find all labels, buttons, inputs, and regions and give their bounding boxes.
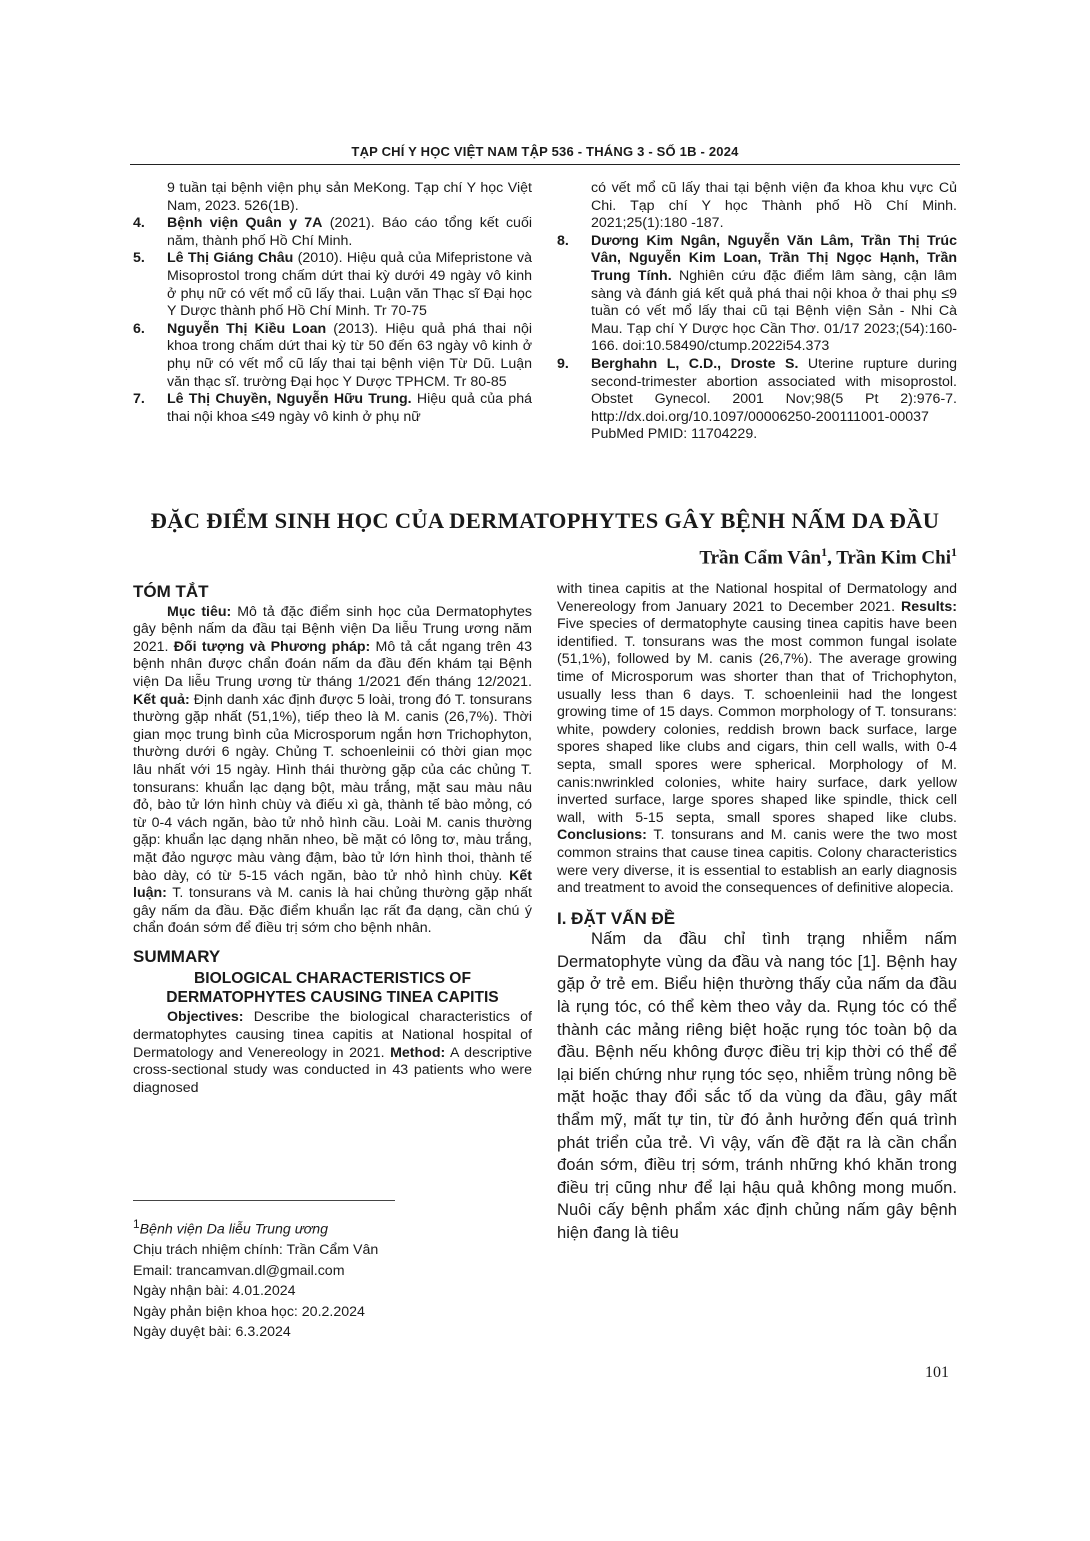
references-right — [557, 180, 957, 444]
summary-heading: SUMMARY — [133, 946, 221, 966]
tomtat-paragraph — [133, 604, 532, 938]
reference-text: (2021). Báo cáo tổng kết cuối năm, thành phố Hồ Chí Minh. — [167, 215, 532, 249]
summary-results-text: Five species of dermatophyte causing tinea capitis have been identified. T. tonsurans was the most common fungal isolate (51,1%), followed by M. canis (26,7%). The average growing time of Microsporum was shorter than that of Trichophyton, usually less than 6 days. T. schoenleinii had the longest growing time of 15 days. Common morphology of T. tonsurans: white, powdery colonies, reddish brown back surface, large spores shaped like clubs and cigars, thin cell walls, with 0-4 septa, small spores were spherical. Morphology of M. canis:nwrinkled colonies, white hairy surface, dark yellow inverted surface, large spores shaped like spindle, thick cell wall, with 5-15 septa, small spores shaped like clubs. — [557, 616, 957, 826]
summary-paragraph-start — [133, 1009, 532, 1097]
introduction-heading: I. ĐẶT VẤN ĐỀ — [557, 908, 676, 928]
journal-header: TẠP CHÍ Y HỌC VIỆT NAM TẬP 536 - THÁNG 3 - SỐ 1B - 2024 — [351, 144, 739, 159]
reference-authors: Nguyễn Thị Kiều Loan — [167, 320, 327, 337]
footnote-affiliation — [133, 1214, 513, 1240]
tomtat-method-text: Mô tả cắt ngang trên 43 bệnh nhân được chẩn đoán nấm da đầu đến khám tại Bệnh viện Da liễu Trung ương từ tháng 1/2021 đến tháng 12/2021. — [133, 638, 532, 690]
reference-text: Nghiên cứu đặc điểm lâm sàng, cận lâm sàng và đánh giá kết quả phá thai nội khoa ở thai phụ ≤9 tuần có vết mổ lấy thai cũ tại Bệnh viện Sản - Nhi Cà Mau. Tạp chí Y Dược học Cần Thơ. 01/17 2023;(54):160-166. doi:10.58490/ctump.2022i54.373 — [591, 267, 957, 355]
summary-method-text-continued: with tinea capitis at the National hospital of Dermatology and Venereology from January 2021 to December 2021. — [557, 581, 957, 615]
reference-continued — [133, 180, 532, 215]
reference-9 — [557, 356, 957, 444]
page-number: 101 — [925, 1364, 949, 1381]
reference-text: Hiệu quả của phá thai nội khoa ≤49 ngày vô kinh ở phụ nữ — [167, 391, 532, 425]
affiliation-text: Bệnh viện Da liễu Trung ương — [139, 1221, 329, 1238]
reference-authors: Lê Thị Giáng Châu — [167, 250, 294, 267]
summary-paragraph-continued — [557, 581, 957, 898]
summary-conclusions-label: Conclusions: — [557, 827, 647, 844]
article-authors — [699, 545, 957, 569]
tomtat-results-label: Kết quả: — [133, 691, 190, 708]
author-affiliation-mark: 1 — [951, 545, 957, 559]
tomtat-heading: TÓM TẮT — [133, 582, 209, 601]
summary-conclusions-text: T. tonsurans and M. canis were the two most common strains that cause tinea capitis. Colony characteristics were very diverse, it is essential to establish an early diagnosis and treatment to avoid the consequences of definitive alopecia. — [557, 827, 957, 897]
footnote-received: Ngày nhận bài: 4.01.2024 — [133, 1283, 296, 1300]
introduction-paragraph: Nấm da đầu chỉ tình trạng nhiễm nấm Dermatophyte vùng da đầu và nang tóc [1]. Bệnh hay gặp ở trẻ em. Biểu hiện thường thấy của nấm da đầu là rụng tóc, có thể kèm theo vảy da. Rụng tóc có thể thành các mảng riêng biệt hoặc rụng tóc toàn bộ da đầu. Bệnh nếu không được điều trị kịp thời có thể để lại biến chứng như rụng tóc sẹo, nhiễm trùng nông bề mặt hoặc thay đổi sắc tố da vùng da đầu, gây mất thẩm mỹ, mất tự tin, từ đó ảnh hưởng đến quá trình phát triển của trẻ. Vì vậy, vấn đề đặt ra là cần chẩn đoán sớm, điều trị sớm, tránh những khó khăn trong điều trị cũng như để lại hậu quả không mong muốn. Nuôi cấy bệnh phẩm xác định chủng nấm gây bệnh hiện đang là tiêu — [557, 929, 957, 1242]
reference-number: 5. — [133, 250, 145, 267]
summary-objectives-label: Objectives: — [167, 1009, 244, 1026]
reference-7 — [133, 391, 532, 426]
reference-text: 9 tuần tại bệnh viện phụ sản MeKong. Tạp chí Y học Việt Nam, 2023. 526(1B). — [167, 180, 532, 214]
footnote-rule — [133, 1200, 395, 1201]
reference-text: (2013). Hiệu quả phá thai nội khoa trong chấm dứt thai kỳ từ 50 đến 63 ngày vô kinh ở phụ nữ có vết mổ cũ lấy thai tại bệnh viện Từ Dũ. Luận văn thạc sĩ. trường Đại học Y Dược TPHCM. Tr 80-85 — [167, 320, 532, 390]
author-name: Trần Cẩm Vân — [699, 547, 822, 569]
footnote-email: Email: trancamvan.dl@gmail.com — [133, 1262, 345, 1279]
reference-8 — [557, 233, 957, 356]
summary-method-label: Method: — [390, 1044, 446, 1061]
footnote-responsible: Chịu trách nhiệm chính: Trần Cẩm Vân — [133, 1242, 379, 1259]
summary-title: BIOLOGICAL CHARACTERISTICS OF DERMATOPHYTES CAUSING TINEA CAPITIS — [166, 970, 499, 1007]
tomtat-conclusion-text: T. tonsurans và M. canis là hai chủng thường gặp nhất gây nấm da đầu. Đặc điểm khuẩn lạc rất đa dạng, cần chú ý chẩn đoán sớm để điều trị sớm cho bệnh nhân. — [133, 885, 532, 937]
affiliation-mark: 1 — [133, 1217, 140, 1231]
tomtat-objective-text: Mô tả đặc điểm sinh học của Dermatophytes gây bệnh nấm da đầu tại Bệnh viện Da liễu Trung ương năm 2021. — [133, 603, 533, 655]
tomtat-conclusion-label: Kết luận: — [133, 867, 532, 902]
summary-objectives-text: Describe the biological characteristics of dermatophytes causing tinea capitis at National hospital of Dermatology and Venereology in 2021. — [133, 1009, 532, 1061]
reference-6 — [133, 321, 532, 391]
reference-authors: Berghahn L, C.D., Droste S. — [591, 355, 799, 372]
reference-text: (2010). Hiệu quả của Mifepristone và Misoprostol trong chấm dứt thai kỳ dưới 49 ngày vô kinh ở phụ nữ có vết mổ cũ lấy thai. Luận văn Thạc sĩ Đại học Y Dược thành phố Hồ Chí Minh. Tr 70-75 — [167, 250, 532, 320]
reference-authors: Lê Thị Chuyền, Nguyễn Hữu Trung. — [167, 391, 412, 408]
reference-text: Uterine rupture during second-trimester abortion associated with misoprostol. Obstet Gynecol. 2001 Nov;98(5 Pt 2):976-7. http://dx.doi.org/10.1097/00006250-200111001-00037 PubMed PMID: 11704229. — [591, 355, 958, 443]
summary-results-label: Results: — [901, 598, 957, 615]
reference-4 — [133, 215, 532, 250]
author-name: Trần Kim Chi — [836, 547, 951, 569]
tomtat-results-text: Định danh xác định được 5 loài, trong đó T. tonsurans thường gặp nhất (51,1%), tiếp theo là M. canis (26,7%). Thời gian mọc trung bình của Microsporum ngắn hơn Trichophyton, thường dưới 6 ngày. Chủng T. schoenleinii có thời gian mọc lâu nhất với 15 ngày. Hình thái thường gặp của các chủng T. tonsurans: khuẩn lạc dạng bột, màu trắng, mặt sau màu nâu đỏ, bào tử lớn hình chùy và điếu xì gà, thành tế bào mỏng, có từ 0-4 vách ngăn, bào tử nhỏ hình cầu. Loài M. canis thường gặp: khuẩn lạc dạng nhăn nheo, bề mặt có lông tơ, màu trắng, mặt đảo ngược màu vàng đậm, bào tử lớn hình thoi, thành tế bào dày, có từ 5-15 vách ngăn, bào tử nhỏ hình chùy. — [133, 691, 533, 884]
footnote-accepted: Ngày duyệt bài: 6.3.2024 — [133, 1324, 291, 1341]
reference-authors: Bệnh viện Quân y 7A — [167, 215, 323, 232]
reference-5 — [133, 250, 532, 320]
reference-continued — [557, 180, 957, 233]
reference-text: có vết mổ cũ lấy thai tại bệnh viện đa khoa khu vực Củ Chi. Tạp chí Y học Thành phố Hồ Chí Minh. 2021;25(1):180 -187. — [591, 180, 957, 232]
footnotes — [133, 1214, 513, 1343]
reference-number: 6. — [133, 320, 145, 337]
references-left — [133, 180, 532, 426]
reference-authors: Dương Kim Ngân, Nguyễn Văn Lâm, Trần Thị Trúc Vân, Nguyễn Kim Loan, Trần Thị Ngọc Hạnh, Trần Trung Tính. — [591, 232, 957, 284]
author-separator: , — [827, 547, 837, 569]
article-title: ĐẶC ĐIỂM SINH HỌC CỦA DERMATOPHYTES GÂY BỆNH NẤM DA ĐẦU — [150, 508, 940, 533]
header-rule — [130, 164, 960, 165]
footnote-reviewed: Ngày phản biện khoa học: 20.2.2024 — [133, 1303, 365, 1320]
reference-number: 7. — [133, 391, 145, 408]
reference-number: 9. — [557, 355, 569, 372]
tomtat-method-label: Đối tượng và Phương pháp: — [173, 638, 371, 655]
reference-number: 8. — [557, 232, 569, 249]
abstract-left-column — [133, 583, 532, 1097]
summary-method-text: A descriptive cross-sectional study was conducted in 43 patients who were diagnosed — [133, 1044, 532, 1096]
reference-number: 4. — [133, 215, 145, 232]
abstract-right-column — [557, 581, 957, 1245]
author-affiliation-mark: 1 — [821, 545, 828, 559]
tomtat-objective-label: Mục tiêu: — [167, 603, 232, 620]
